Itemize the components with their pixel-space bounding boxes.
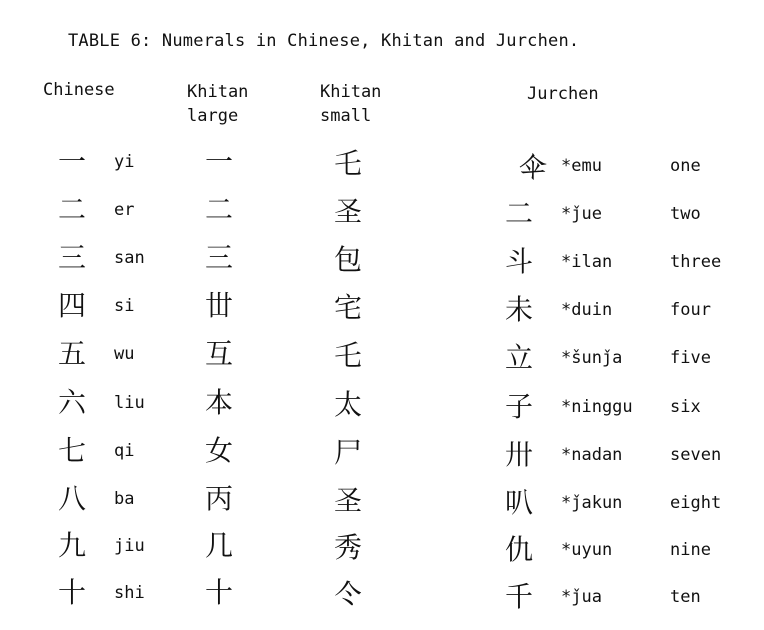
header-chinese: Chinese xyxy=(43,80,115,100)
chinese-character: 七 xyxy=(58,434,87,467)
chinese-character: 十 xyxy=(58,576,87,609)
jurchen-reconstruction: *ǰue xyxy=(561,204,602,224)
table-row xyxy=(0,529,764,582)
jurchen-character: 千 xyxy=(505,580,534,613)
chinese-character: 五 xyxy=(58,337,87,370)
pinyin-reading: wu xyxy=(114,344,135,364)
pinyin-reading: san xyxy=(114,248,145,268)
jurchen-reconstruction: *ninggu xyxy=(561,397,633,417)
pinyin-reading: liu xyxy=(114,393,145,413)
chinese-character: 六 xyxy=(58,386,87,419)
english-gloss: nine xyxy=(670,540,711,560)
khitan-small-character: 圣 xyxy=(334,195,363,228)
header-jurchen: Jurchen xyxy=(527,84,599,104)
khitan-small-character: 乇 xyxy=(334,339,363,372)
pinyin-reading: yi xyxy=(114,152,135,172)
table-row xyxy=(0,482,764,535)
english-gloss: one xyxy=(670,156,701,176)
khitan-large-character: 丗 xyxy=(205,289,234,322)
table-row xyxy=(0,193,764,246)
khitan-small-character: 圣 xyxy=(334,484,363,517)
chinese-character: 九 xyxy=(58,529,87,562)
english-gloss: four xyxy=(670,300,711,320)
table-row xyxy=(0,241,764,294)
pinyin-reading: qi xyxy=(114,441,135,461)
jurchen-character: 子 xyxy=(505,390,534,423)
jurchen-reconstruction: *ǰua xyxy=(561,587,602,607)
jurchen-reconstruction: *nadan xyxy=(561,445,623,465)
table-row xyxy=(0,386,764,439)
khitan-small-character: 尸 xyxy=(334,436,363,469)
jurchen-reconstruction: *ǰakun xyxy=(561,493,623,513)
jurchen-character: 斗 xyxy=(505,245,534,278)
khitan-small-character: 宅 xyxy=(334,291,363,324)
khitan-small-character: 秀 xyxy=(334,531,363,564)
english-gloss: three xyxy=(670,252,722,272)
khitan-large-character: 几 xyxy=(205,529,234,562)
table-row xyxy=(0,145,764,198)
khitan-large-character: 丙 xyxy=(205,482,234,515)
jurchen-reconstruction: *emu xyxy=(561,156,602,176)
khitan-large-character: 二 xyxy=(205,193,234,226)
table-caption: TABLE 6: Numerals in Chinese, Khitan and Jurchen. xyxy=(68,31,580,51)
khitan-large-character: 三 xyxy=(205,241,234,274)
table-row xyxy=(0,434,764,487)
pinyin-reading: si xyxy=(114,296,135,316)
jurchen-character: 二 xyxy=(505,197,534,230)
jurchen-reconstruction: *duin xyxy=(561,300,613,320)
jurchen-character: 未 xyxy=(505,293,534,326)
chinese-character: 一 xyxy=(58,145,87,178)
jurchen-character: 𘱁 xyxy=(505,149,562,182)
chinese-character: 二 xyxy=(58,193,87,226)
english-gloss: two xyxy=(670,204,701,224)
jurchen-reconstruction: *šunǰa xyxy=(561,348,623,368)
header-khitan-large: Khitan large xyxy=(187,82,249,126)
header-khitan-small: Khitan small xyxy=(320,82,382,126)
jurchen-character: 卅 xyxy=(505,438,534,471)
chinese-character: 三 xyxy=(58,241,87,274)
chinese-character: 八 xyxy=(58,482,87,515)
pinyin-reading: er xyxy=(114,200,135,220)
english-gloss: eight xyxy=(670,493,722,513)
jurchen-character: 立 xyxy=(505,341,534,374)
chinese-character: 四 xyxy=(58,289,87,322)
english-gloss: seven xyxy=(670,445,722,465)
table-row xyxy=(0,576,764,629)
khitan-small-character: 乇 xyxy=(334,147,363,180)
jurchen-character: 叭 xyxy=(505,486,534,519)
khitan-large-character: 一 xyxy=(205,145,234,178)
khitan-large-character: 十 xyxy=(205,576,234,609)
khitan-large-character: 女 xyxy=(205,434,234,467)
pinyin-reading: shi xyxy=(114,583,145,603)
table-row xyxy=(0,289,764,342)
pinyin-reading: jiu xyxy=(114,536,145,556)
table-row xyxy=(0,337,764,390)
khitan-large-character: 互 xyxy=(205,337,234,370)
jurchen-character: 仇 xyxy=(505,533,534,566)
pinyin-reading: ba xyxy=(114,489,135,509)
english-gloss: five xyxy=(670,348,711,368)
khitan-small-character: 太 xyxy=(334,388,363,421)
jurchen-reconstruction: *uyun xyxy=(561,540,613,560)
khitan-small-character: 仒 xyxy=(334,578,363,611)
jurchen-reconstruction: *ilan xyxy=(561,252,613,272)
khitan-small-character: 包 xyxy=(334,243,363,276)
english-gloss: six xyxy=(670,397,701,417)
english-gloss: ten xyxy=(670,587,701,607)
khitan-large-character: 本 xyxy=(205,386,234,419)
